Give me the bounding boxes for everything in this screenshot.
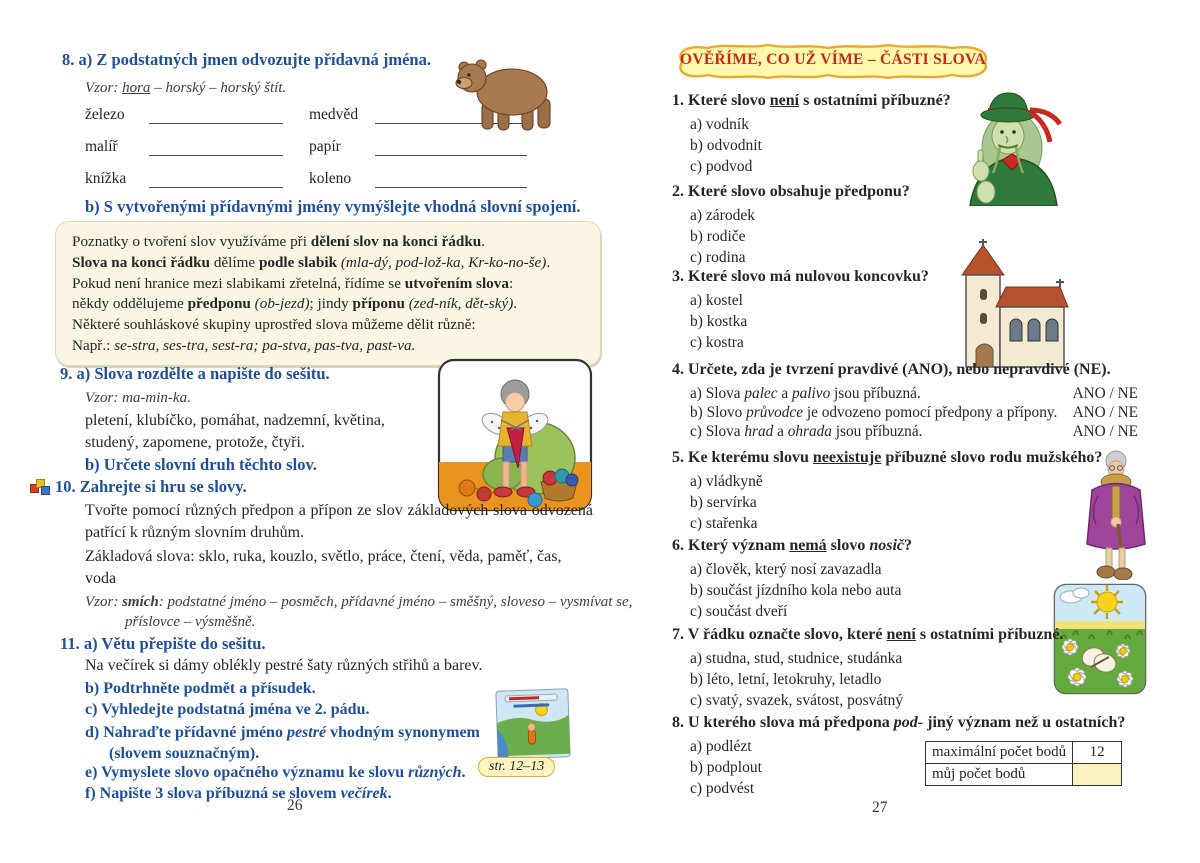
fill-word: knížka: [85, 170, 127, 187]
score-my-value[interactable]: [1073, 764, 1122, 786]
question-3-options: [690, 290, 747, 353]
option[interactable]: a) člověk, který nosí zavazadla: [690, 561, 882, 578]
option[interactable]: c) podvést: [690, 780, 755, 797]
note-line: někdy oddělujeme předponu (ob-jezd); jindy příponu (zed-ník, dět-ský).: [72, 295, 518, 313]
option[interactable]: c) stařenka: [690, 515, 758, 532]
question-5-options: [690, 471, 763, 534]
fill-word: papír: [309, 138, 341, 155]
question-4-heading: 4. Určete, zda je tvrzení pravdivé (ANO), nebo nepravdivé (NE).: [672, 361, 1111, 378]
option[interactable]: b) odvodnit: [690, 137, 762, 154]
fill-blank[interactable]: [149, 138, 283, 156]
note-line: Slova na konci řádku dělíme podle slabik (mla-dý, pod-lož-ka, Kr-ko-no-še).: [72, 253, 551, 271]
task11-item-d: d) Nahraďte přídavné jméno pestré vhodným synonymem (slovem souznačným).: [85, 724, 480, 762]
score-table: [925, 741, 1122, 786]
ano-ne-choice[interactable]: ANO / NE: [1072, 404, 1138, 421]
note-line: Pokud není hranice mezi slabikami zřetelná, řídíme se utvořením slova:: [72, 274, 514, 292]
task10-paragraph: Tvořte pomocí různých předpon a přípon ze slov základových slova odvozená patřící k různým slovním druhům.: [85, 502, 593, 541]
water-sprite-image: [950, 88, 1072, 206]
game-blocks-icon: [30, 479, 50, 496]
task11-item-c: c) Vyhledejte podstatná jména ve 2. pádu.: [85, 701, 370, 718]
task11-item-f: f) Napište 3 slova příbuzná se slovem večírek.: [85, 785, 392, 802]
bear-image: [452, 55, 558, 133]
option[interactable]: a) kostel: [690, 292, 743, 309]
option[interactable]: c) rodina: [690, 249, 746, 266]
grammar-note-box: [55, 221, 601, 366]
question-4-rows: [690, 384, 1138, 441]
fill-word: železo: [85, 106, 125, 123]
option[interactable]: c) kostra: [690, 334, 744, 351]
statement: b) Slovo průvodce je odvozeno pomocí předpony a přípony.: [690, 404, 1058, 421]
question-3-heading: 3. Které slovo má nulovou koncovku?: [672, 268, 929, 285]
score-max-label: maximální počet bodů: [926, 742, 1073, 764]
option[interactable]: b) součást jízdního kola nebo auta: [690, 582, 902, 599]
question-1-heading: 1. Které slovo není s ostatními příbuzné?: [672, 92, 951, 109]
task10-base-words: Základová slova: sklo, ruka, kouzlo, světlo, práce, čtení, věda, paměť, čas, voda: [85, 548, 562, 587]
task11-item-b: b) Podtrhněte podmět a přísudek.: [85, 680, 316, 697]
option[interactable]: b) rodiče: [690, 228, 746, 245]
question-8-options: [690, 736, 762, 799]
note-line: Např.: se-stra, ses-tra, sest-ra; pa-stva, pas-tva, past-va.: [72, 336, 416, 354]
score-my-label: můj počet bodů: [926, 764, 1073, 786]
church-image: [938, 237, 1080, 369]
task9b-heading: b) Určete slovní druh těchto slov.: [85, 455, 317, 474]
note-line: Poznatky o tvoření slov využíváme při dělení slov na konci řádku.: [72, 233, 486, 250]
option[interactable]: a) vodník: [690, 116, 749, 133]
option[interactable]: c) podvod: [690, 158, 753, 175]
question-7-options: [690, 648, 903, 711]
task10-example: Vzor: smích: podstatné jméno – posměch, přídavné jméno – směšný, sloveso – vysmívat se, příslovce – výsměšně.: [85, 594, 633, 630]
option[interactable]: a) zárodek: [690, 207, 755, 224]
option[interactable]: a) podlézt: [690, 738, 752, 755]
question-7-heading: 7. V řádku označte slovo, které není s ostatními příbuzné.: [672, 626, 1064, 643]
fill-blank[interactable]: [149, 106, 283, 124]
task11-item-e: e) Vymyslete slovo opačného významu ke slovu různých.: [85, 764, 466, 781]
chapter-header: [668, 42, 998, 82]
knitting-grandma-image: [437, 358, 593, 512]
option[interactable]: a) studna, stud, studnice, studánka: [690, 650, 903, 667]
question-2-heading: 2. Které slovo obsahuje předponu?: [672, 183, 910, 200]
ano-ne-choice[interactable]: ANO / NE: [1072, 385, 1138, 402]
chapter-title: OVĚŘÍME, CO UŽ VÍME – ČÁSTI SLOVA: [679, 51, 987, 68]
statement: a) Slova palec a palivo jsou příbuzná.: [690, 385, 921, 402]
option[interactable]: c) součást dveří: [690, 603, 788, 620]
option[interactable]: b) podplout: [690, 759, 762, 776]
note-line: Některé souhláskové skupiny uprostřed slova můžeme dělit různě:: [72, 316, 476, 334]
fill-row: [85, 170, 527, 188]
fill-row: [85, 138, 527, 156]
question-8-heading: 8. U kterého slova má předpona pod- jiný význam než u ostatních?: [672, 714, 1126, 731]
fill-word: medvěd: [309, 106, 359, 123]
ano-ne-choice[interactable]: ANO / NE: [1072, 423, 1138, 440]
true-false-row: [690, 403, 1138, 422]
option[interactable]: b) léto, letní, letokruhy, letadlo: [690, 671, 882, 688]
option[interactable]: b) servírka: [690, 494, 757, 511]
option[interactable]: a) vládkyně: [690, 473, 763, 490]
task10-heading: 10. Zahrejte si hru se slovy.: [55, 477, 247, 496]
page-reference-badge: str. 12–13: [478, 757, 555, 777]
question-6-heading: 6. Který význam nemá slovo nosič?: [672, 537, 912, 554]
true-false-row: [690, 384, 1138, 403]
fill-blank[interactable]: [149, 170, 283, 188]
task8-heading: 8. a) Z podstatných jmen odvozujte přídavná jména.: [62, 50, 431, 69]
fill-blank[interactable]: [375, 138, 527, 156]
task9-example: Vzor: ma-min-ka.: [85, 390, 191, 406]
meadow-image: [1053, 583, 1147, 695]
old-lady-image: [1072, 448, 1158, 580]
question-5-heading: 5. Ke kterému slovu neexistuje příbuzné slovo rodu mužského?: [672, 449, 1103, 466]
question-1-options: [690, 114, 762, 177]
fill-blank[interactable]: [375, 170, 527, 188]
question-2-options: [690, 205, 755, 268]
page-number-right: 27: [872, 799, 888, 816]
task9-words: pletení, klubíčko, pomáhat, nadzemní, květina, studený, zapomene, protože, čtyři.: [85, 412, 385, 451]
option[interactable]: b) kostka: [690, 313, 748, 330]
fill-word: koleno: [309, 170, 352, 187]
task8-example: Vzor: hora – horský – horský štít.: [85, 80, 287, 96]
true-false-row: [690, 422, 1138, 441]
textbook-thumbnail: [484, 688, 580, 760]
fill-word: malíř: [85, 138, 118, 155]
task8b-heading: b) S vytvořenými přídavnými jmény vymýšlejte vhodná slovní spojení.: [85, 197, 581, 216]
statement: c) Slova hrad a ohrada jsou příbuzná.: [690, 423, 923, 440]
page-number-left: 26: [287, 797, 303, 814]
task9-heading: 9. a) Slova rozdělte a napište do sešitu.: [60, 364, 330, 383]
task11-sentence: Na večírek si dámy oblékly pestré šaty různých střihů a barev.: [85, 657, 483, 674]
question-6-options: [690, 559, 901, 622]
task11-heading: 11. a) Větu přepište do sešitu.: [60, 634, 266, 653]
score-max-value: 12: [1073, 742, 1122, 764]
option[interactable]: c) svatý, svazek, svátost, posvátný: [690, 692, 904, 709]
